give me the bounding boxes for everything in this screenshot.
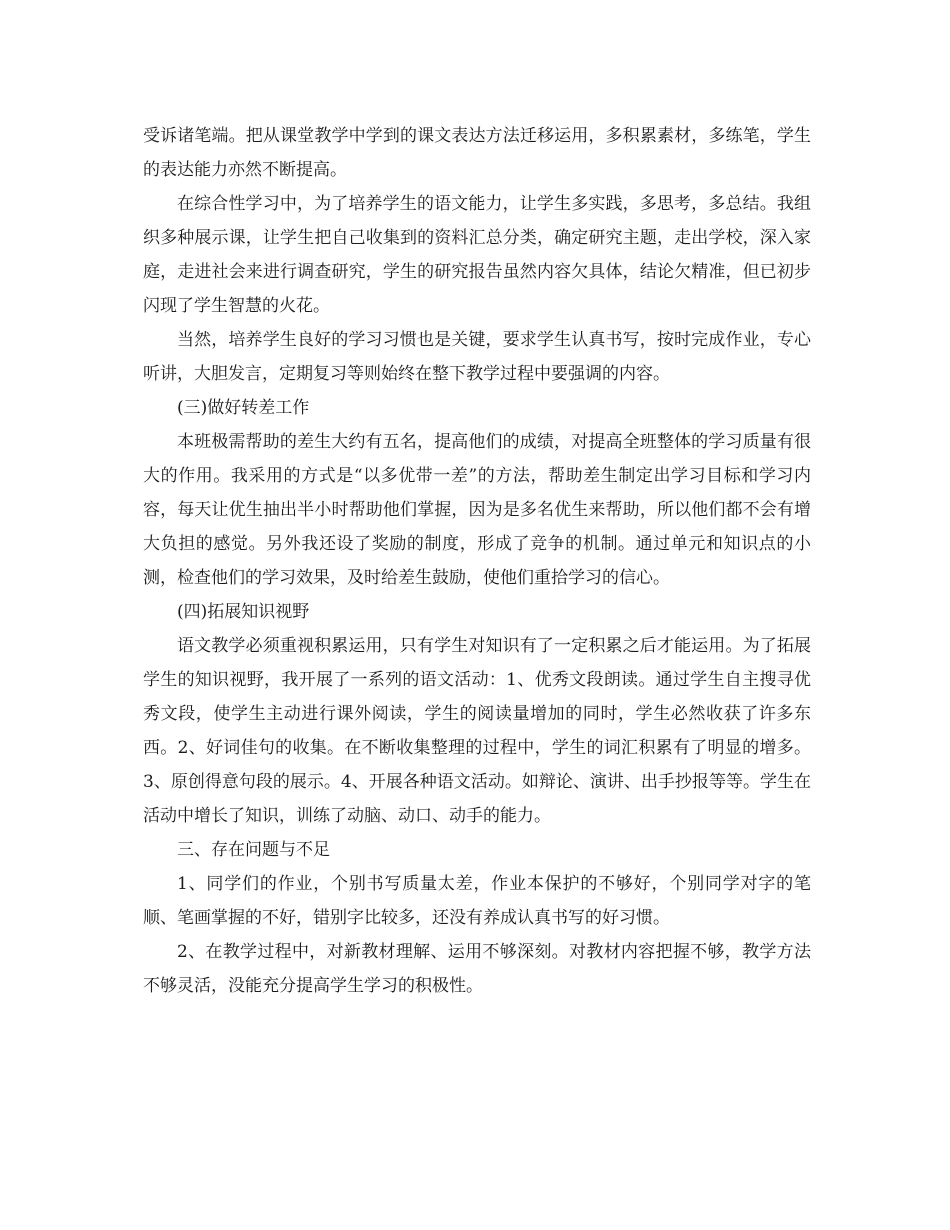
paragraph-problem-2: 2、在教学过程中，对新教材理解、运用不够深刻。对教材内容把握不够，教学方法不够灵活，没能充分提高学生学习的积极性。 — [143, 942, 811, 996]
paragraph-comprehensive-learning: 在综合性学习中，为了培养学生的语文能力，让学生多实践，多思考，多总结。我组织多种展示课，让学生把自己收集到的资料汇总分类，确定研究主题，走出学校，深入家庭，走进社会来进行调查研究，学生的研究报告虽然内容欠具体，结论欠精准，但已初步闪现了学生智慧的火花。 — [143, 194, 811, 316]
paragraph-knowledge-expansion: 语文教学必须重视积累运用，只有学生对知识有了一定积累之后才能运用。为了拓展学生的知识视野，我开展了一系列的语文活动：1、优秀文段朗读。通过学生自主搜寻优秀文段，使学生主动进行课外阅读，学生的阅读量增加的同时，学生必然收获了许多东西。2、好词佳句的收集。在不断收集整理的过程中，学生的词汇积累有了明显的增多。3、原创得意句段的展示。4、开展各种语文活动。如辩论、演讲、出手抄报等等。学生在活动中增长了知识，训练了动脑、动口、动手的能力。 — [143, 636, 811, 826]
paragraph-study-habits: 当然，培养学生良好的学习习惯也是关键，要求学生认真书写，按时完成作业，专心听讲，大胆发言，定期复习等则始终在整下教学过程中要强调的内容。 — [143, 330, 811, 384]
paragraph-problem-1: 1、同学们的作业，个别书写质量太差，作业本保护的不够好，个别同学对字的笔顺、笔画掌握的不好，错别字比较多，还没有养成认真书写的好习惯。 — [143, 874, 811, 928]
paragraph-continuation: 受诉诸笔端。把从课堂教学中学到的课文表达方法迁移运用，多积累素材，多练笔，学生的表达能力亦然不断提高。 — [143, 126, 811, 180]
section-heading-3: (三)做好转差工作 — [177, 398, 310, 418]
paragraph-helping-students: 本班极需帮助的差生大约有五名，提高他们的成绩，对提高全班整体的学习质量有很大的作用。我采用的方式是“以多优带一差”的方法，帮助差生制定出学习目标和学习内容，每天让优生抽出半小时帮助他们掌握，因为是多名优生来帮助，所以他们都不会有增大负担的感觉。另外我还设了奖励的制度，形成了竞争的机制。通过单元和知识点的小测，检查他们的学习效果，及时给差生鼓励，使他们重拾学习的信心。 — [143, 432, 811, 588]
document-page — [143, 119, 811, 1003]
section-heading-4: (四)拓展知识视野 — [177, 602, 310, 622]
section-heading-problems: 三、存在问题与不足 — [177, 840, 330, 860]
